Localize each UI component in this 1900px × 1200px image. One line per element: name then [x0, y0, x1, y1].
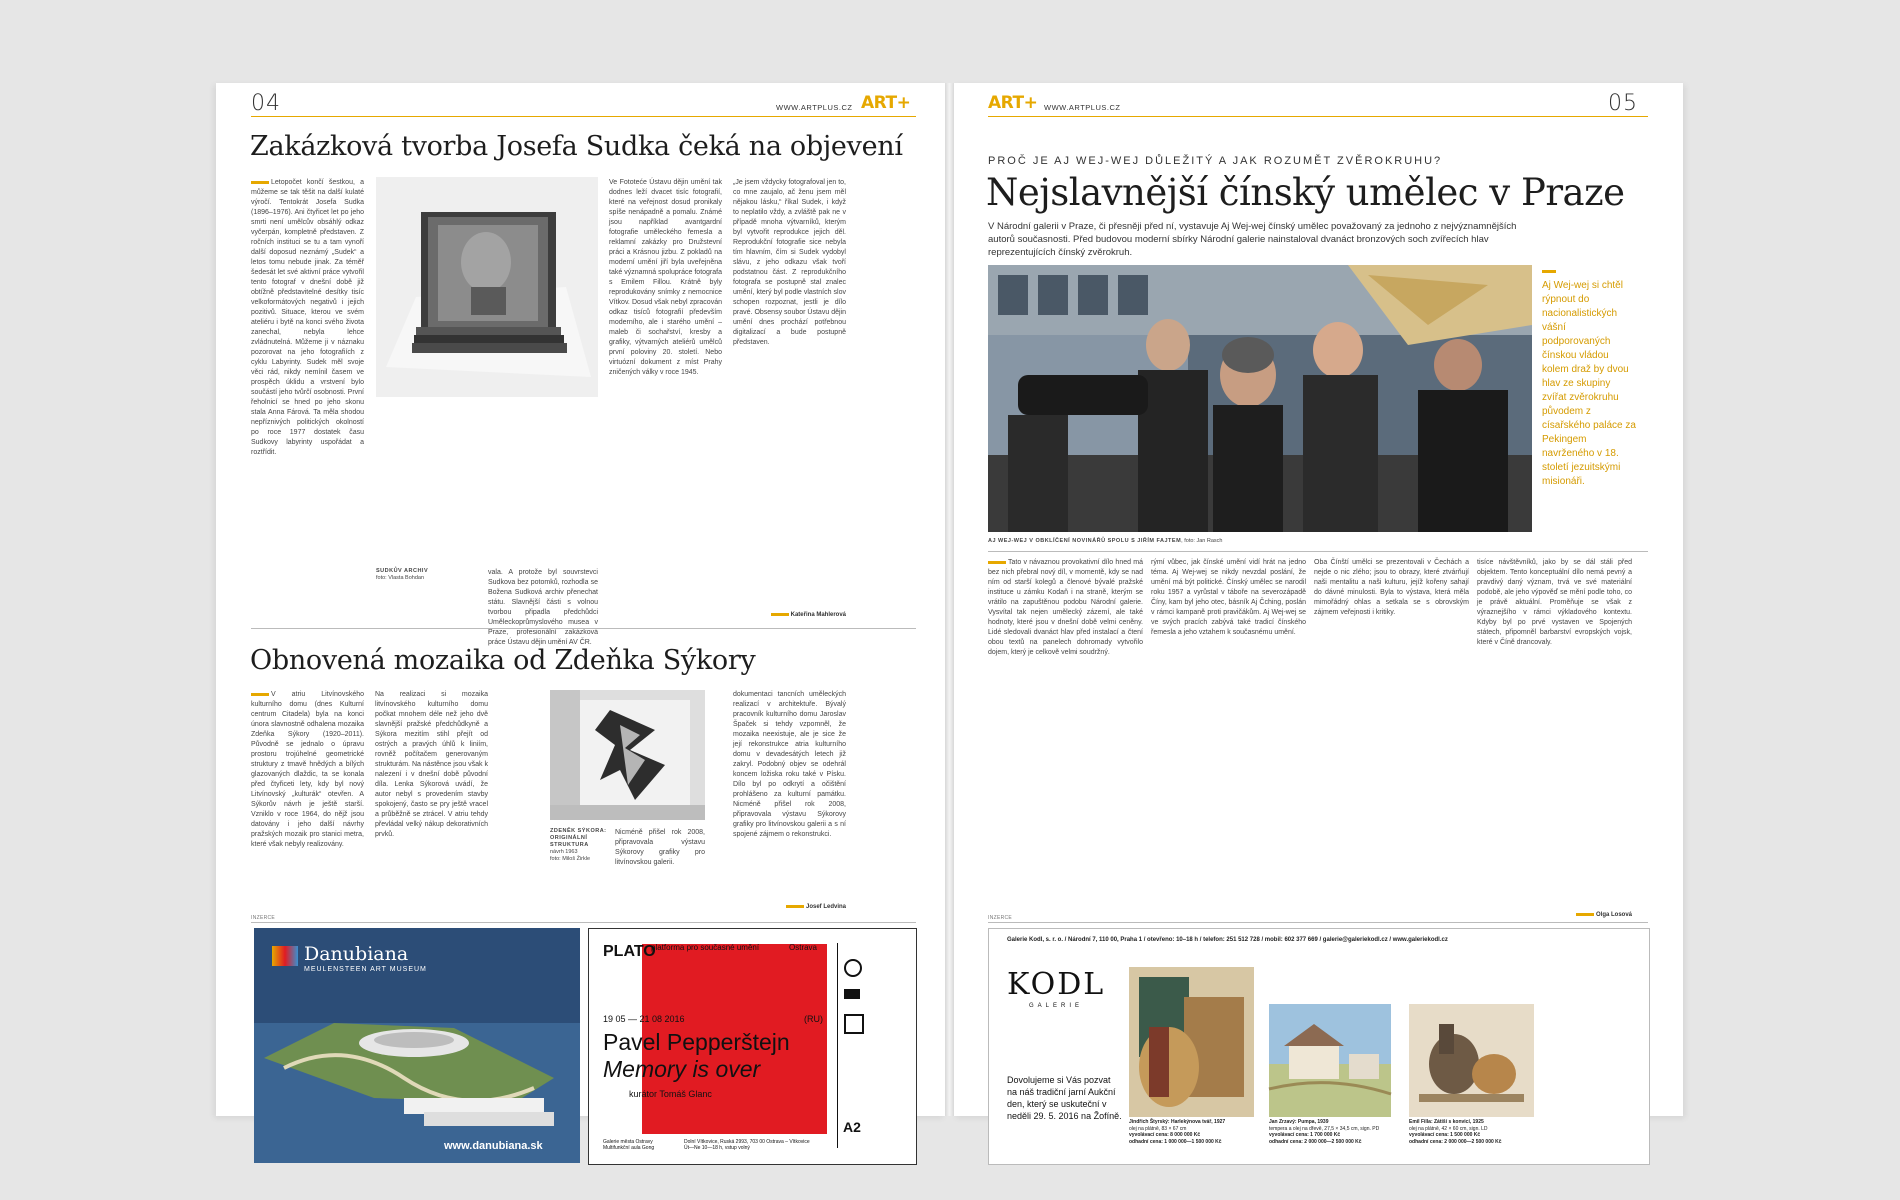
plato-show: Memory is over — [603, 1056, 761, 1082]
article-column: dokumentaci tancních uměleckých realizací v architektuře. Bývalý pracovník kulturního domu Jaroslav Špaček si tehdy vzpomněl, že mozaika neexistuje, ale je sice že její rekonstrukce atria kulturního domu v devadesátých letech již zakryl. Podobný objev se odehrál koncem ložiska roku také v Písku. Dílo byl po odkrytí a očištění prohlášeno za kulturní památku. Nicméně přišel rok 2008, připravovala výstavu Sýkorovy grafiky pro litvínovskou galerii a s ní spojené zájmem o rekonstrukci. Josef Ledvina — [733, 691, 846, 910]
section-divider — [251, 628, 916, 629]
ads-label: INZERCE — [251, 915, 276, 921]
caption-credit: foto: Miloš Žirkle — [550, 856, 591, 862]
article-column: Tato v návaznou provokativní dílo hned má bez nich přebral nový díl, v momentě, kdy se nad ním od starší kolegů a členové bývalé pražské instituce u zámku Kodaň i na straně, kterým se vrátilo na zapuštěnou podobu Národní galerie. Vysvítal tak nejen umělecký zázemí, ale také hodnoty, které jsou v dnešní době velmi ceněny. Lidé sledovali dvanáct hlav před instalací a čtení obou textů na panelech dohromady vytvořilo dojem, který je celkově velmi soudržný. — [988, 559, 1143, 656]
plato-year-mark: A2 — [843, 1119, 861, 1135]
plato-dates: 19 05 — 21 08 2016 — [603, 1014, 685, 1024]
article-column: Na realizaci si mozaika litvínovského kulturního domu počkat mnohem déle než jeho dvě slavnější pražské předchůdkyně a Sýkora mezitím stihl přejít od ostrých a pravých úhlů k liniím, rovněž počítačem generovaným strukturám. Na nástěnce jsou však k nalezení i v dnešní době původní díla. Lenka Sýkorová uvádí, že autor nebyl s provedením stavby spokojený, často se pry ještě vracel a průběžně se ztrácel. V atriu tehdy převládal velký nákup dekorativních prvků. — [375, 691, 488, 838]
kodl-invitation: Dovolujeme si Vás pozvat na náš tradiční jarní Aukční den, který se uskuteční v neděli 29. 5. 2016 na Žofíně. — [1007, 1075, 1122, 1121]
site-url: WWW.ARTPLUS.CZ — [776, 103, 853, 112]
sidebar-quote: Aj Wej-wej si chtěl rýpnout do nacionalistických vášní podporovaných čínskou vládou kolem draž by dvou hlav ze skupiny zvířat zvěrokruhu původem z císařského paláce za Pekingem navrženého v 18. století jezuitskými misionáři. — [1542, 265, 1637, 489]
site-url: WWW.ARTPLUS.CZ — [1044, 103, 1121, 112]
artplus-logo: ART+ — [988, 93, 1038, 113]
ads-divider — [988, 922, 1648, 923]
caption-credit: foto: Vlasta Bohdan — [376, 575, 425, 581]
plato-city: Ostrava — [789, 943, 818, 952]
danubiana-name: Danubiana — [304, 943, 409, 965]
plato-artist: Pavel Pepperštejn — [603, 1029, 790, 1055]
artwork-image — [1269, 1004, 1391, 1117]
caption-title: SUDKŮV ARCHIV — [376, 568, 429, 574]
plato-venue-desc: platforma pro současné umění — [651, 943, 760, 952]
artwork-image — [1129, 967, 1254, 1117]
article-title: Nejslavnější čínský umělec v Praze — [986, 171, 1625, 214]
article-column: vala. A protože byl souvrstevci Sudkova bez potomků, rozhodla se Božena Sudková archiv přenechat státu. Slavnější části s volnou tvorbou připadla předchůdci Uměleckoprůmyslového musea v Praze, profesionální zakázková práce Ústavu dějin umění AV ČR. — [488, 569, 598, 646]
article-title: Zakázková tvorba Josefa Sudka čeká na objevení — [250, 131, 903, 162]
article-column: tisíce návštěvníků, jako by se dál stáli před objektem. Tento konceptuální dílo nemá pevný a pravdivý daný význam, trvá ve své materiální podobě, ale jeho výpověď se mění podle toho, co je právě aktuální. Proměňuje se však z výraznejšího v rámci výkladového kontextu. Kdyby byl po prvé vystaven ve Spojených státech, připomněl barbarství evropských vojsk, které v Číně drancovaly. Olga Losová — [1477, 559, 1632, 918]
plato-curator: kurátor Tomáš Glanc — [629, 1089, 712, 1099]
kodl-logo: KODL — [1007, 967, 1106, 1002]
danubiana-ad[interactable] — [254, 928, 580, 1163]
photo-caption — [550, 828, 610, 863]
mosaic-photo — [550, 690, 705, 820]
artplus-logo: ART+ — [861, 93, 911, 113]
article-column: Letopočet končí šestkou, a můžeme se tak těšit na další kulaté výročí. Tentokrát Josefa Sudka (1896–1976). Ani čtyřicet let po jeho smrti není umělcův obsáhlý odkaz vyčerpán, kompletně představen. Z ročních instituci se tu a tam vynoří další doposud neznámý „Sudek“ a letos tomu nebude jinak. Za téměř šedesát let své aktivní práce vytvořil tento fotograf v dnešní době již obtížně představitelné desítky tisíc velkoformátových negativů i jejich pozitivů. Situace, kterou ve svém ateliéru i bytě na konci svého života zanechal, nebyla lehce zvládnutelná. Můžeme ji v náznaku pozorovat na jeho fotografiích z cyklu Labyrinty. Sudek měl svoje věci rád, nikdy nemínil časem ve prospěch úklidu a vrstvení bylo součástí jeho tvůrčí osobnosti. První řeholnicí se hned po jeho skonu stala Anna Fárová. Ta měla shodou nepříznivých politických okolností po roce 1977 dostatek času Sudkovy labyrinty uspořádat a roztřídit. — [251, 179, 364, 456]
partner-logo-icon — [844, 959, 862, 977]
ads-label: INZERCE — [988, 915, 1013, 921]
danubiana-logo-icon — [272, 946, 298, 966]
kodl-header: Galerie Kodl, s. r. o. / Národní 7, 110 00, Praha 1 / otevřeno: 10–18 h / telefon: 251 512 728 / mobil: 602 377 669 / galerie@galeriekodl.cz / www.galeriekodl.cz — [1007, 937, 1448, 943]
plato-address-name: Galerie města Ostravy Multifunkční aula Gong — [603, 1139, 655, 1151]
danubiana-subtitle: MEULENSTEEN ART MUSEUM — [304, 966, 427, 973]
caption-title: ZDENĚK SÝKORA: ORIGINÁLNÍ STRUKTURA — [550, 828, 607, 848]
header-rule — [251, 116, 916, 117]
kodl-logo-sub: GALERIE — [1029, 1003, 1084, 1009]
article-title: Obnovená mozaika od Zdeňka Sýkory — [250, 645, 756, 676]
article-column: rýmí vůbec, jak čínské umění vidí hrát na jedno téma. Aj Wej-wej se nikdy nevzdal poslání, že umění má být politické. Čínský umělec se narodil roku 1957 a vyrůstal v táboře na severozápadě Číny, kam byl jeho otec, básník Aj Čching, poslán v rámci kampaně proti pravičákům. Aj Wej-wej se ve svých pracích zabývá také tradicí čínského řemesla a jeho vztahem k současnému umění. — [1151, 559, 1306, 636]
kodl-ad[interactable] — [988, 928, 1650, 1165]
artwork-caption: Emil Filla: Zátiší s konvicí, 1925 olej na plátně, 42 × 60 cm, sign. LD vyvolávací cena: 1 500 000 Kč odhadní cena: 2 000 000—2 500 000 Kč — [1409, 1119, 1502, 1145]
sudek-archive-photo — [376, 177, 598, 397]
lead-bar — [251, 181, 269, 184]
article-column: „Je jsem vždycky fotografoval jen to, co mne zaujalo, ač ženu jsem měl nějakou lásku,“ říkal Sudek, i když to neplatilo vždy, a zvláště pak ne v případě mnoha výtvarníků, kterým byl vytvořit reprodukce jejich děl. Reprodukční fotografie sice nebyla tím hlavním, čím si Sudek vydobyl slávu, z jeho odkazu však tvoří podstatnou část. Z reprodukčního fotografa se postupně stal znalec umění, který byl podle vlastních slov schopen rozpoznat, jestli je dílo pravé. Obsensy soubor Ústavu dějin umění dnes prochází potřebnou digitalizací a bude postupně představen. Kateřina Mahlerová — [733, 179, 846, 618]
right-page — [954, 83, 1683, 1145]
artwork-caption: Jan Zrzavý: Pumpa, 1939 tempera a olej na dřevě, 27,5 × 34,5 cm, sign. PD vyvolávací cena: 1 700 000 Kč odhadní cena: 2 000 000—2 500 000 Kč — [1269, 1119, 1380, 1145]
danubiana-url[interactable]: www.danubiana.sk — [444, 1140, 543, 1152]
page-number: 05 — [1608, 91, 1638, 116]
author-signature: Olga Losová — [1595, 912, 1632, 918]
partner-logo-icon — [844, 1014, 864, 1034]
article-column: Nicméně přišel rok 2008, připravovala výstavu Sýkorovy grafiky pro litvínovskou galerii. — [615, 829, 705, 866]
header-rule — [988, 116, 1648, 117]
page-number: 04 — [251, 91, 281, 116]
section-divider — [988, 551, 1648, 552]
article-kicker: PROČ JE AJ WEJ-WEJ DŮLEŽITÝ A JAK ROZUMĚT ZVĚROKRUHU? — [988, 155, 1443, 167]
partner-logo-icon — [844, 989, 860, 999]
caption-meta: návrh 1963 — [550, 849, 578, 855]
ads-divider — [251, 922, 916, 923]
plato-country: (RU) — [804, 1014, 823, 1024]
article-column: V atriu Litvínovského kulturního domu (dnes Kulturní centrum Citadela) byla na konci února slavnostně odhalena mozaika Zdeňka Sýkory (1920–2011). Původně se jednalo o úpravu prostoru trojúhelné geometrické struktury z tmavě hnědých a bílých glazovaných dlaždic, ta se konala před čtyřiceti lety, kdy byl nový Litvínovský „kulturák“ otevřen. A Sýkorův návrh je ještě starší. Vzniklo v roce 1964, do nějž jsou datovány i jeho další návrhy pražských mozaik pro stanici metra, které však nebyly realizovány. — [251, 691, 364, 848]
plato-ad[interactable] — [588, 928, 917, 1165]
plato-divider — [837, 943, 838, 1148]
left-page — [216, 83, 945, 1152]
artwork-image — [1409, 1004, 1534, 1117]
author-signature: Kateřina Mahlerová — [790, 612, 846, 618]
plato-venue: PLATO — [603, 943, 656, 960]
plato-address: Dolní Vítkovice, Ruská 2993, 703 00 Ostrava – Vítkovice Út—Ne 10—18 h, vstup volný — [684, 1139, 810, 1151]
spine-gutter — [945, 83, 954, 1116]
photo-caption — [376, 568, 476, 582]
ai-weiwei-press-photo — [988, 265, 1532, 532]
article-lead: V Národní galerii v Praze, či přesněji před ní, vystavuje Aj Wej-wej čínský umělec považovaný za jednoho z nejvýznamnějších autorů současnosti. Před budovou moderní sbírky Národní galerie nainstaloval dvanáct bronzových soch zvířecích hlav reprezentujících čínský zvěrokruh. — [988, 221, 1517, 258]
caption-title: AJ WEJ-WEJ V OBKLÍČENÍ NOVINÁŘŮ SPOLU S JIŘÍM FAJTEM — [988, 538, 1182, 544]
article-column: Ve Fototeće Ústavu dějin umění tak dodnes leží dvacet tisíc fotografií, které na veřejnost dosud pronikaly spíše nenápadně a pomalu. Známé jsou například avantgardní fotografie uměleckého řemesla a reklamní zakázky pro Družstevní práci a Krásnou jizbu. Z pokladů na moderní umění jiří byla uveřejněna také významná spolupráce fotografa s Emilem Fillou. Krátně byly reprodukovány snímky z nemocnice Vítkov. Dosud však nebyl zpracován odkaz tisíců fotografií především moderního, ale i starého umění – maleb či sochařství, kresby a grafiky, výtvarných ateliérů umělců první poloviny 20. století. Nebo virtuózní dokument z míst Prahy zničených války v roce 1945. — [609, 179, 722, 376]
photo-caption: AJ WEJ-WEJ V OBKLÍČENÍ NOVINÁŘŮ SPOLU S JIŘÍM FAJTEM, foto: Jan Rasch — [988, 538, 1223, 544]
author-signature: Josef Ledvina — [805, 904, 846, 910]
caption-credit: foto: Jan Rasch — [1184, 538, 1223, 544]
article-column: Oba Čínští umělci se prezentovali v Čechách a nejde o nic zlého; jsou to obrazy, které ztvárňují naši mentalitu a naši kulturu, jejíž kořeny sahají do dávné minulosti. Byla to výstava, která měla mimořádný ohlas a setkala se s obrovským zájmem veřejnosti i kritiky. — [1314, 559, 1469, 616]
artwork-caption: Jindřich Štyrský: Harlekýnova tvář, 1927 olej na plátně, 83 × 67 cm vyvolávací cena: 8 000 000 Kč odhadní cena: 1 000 000—1 500 000 Kč — [1129, 1119, 1226, 1145]
